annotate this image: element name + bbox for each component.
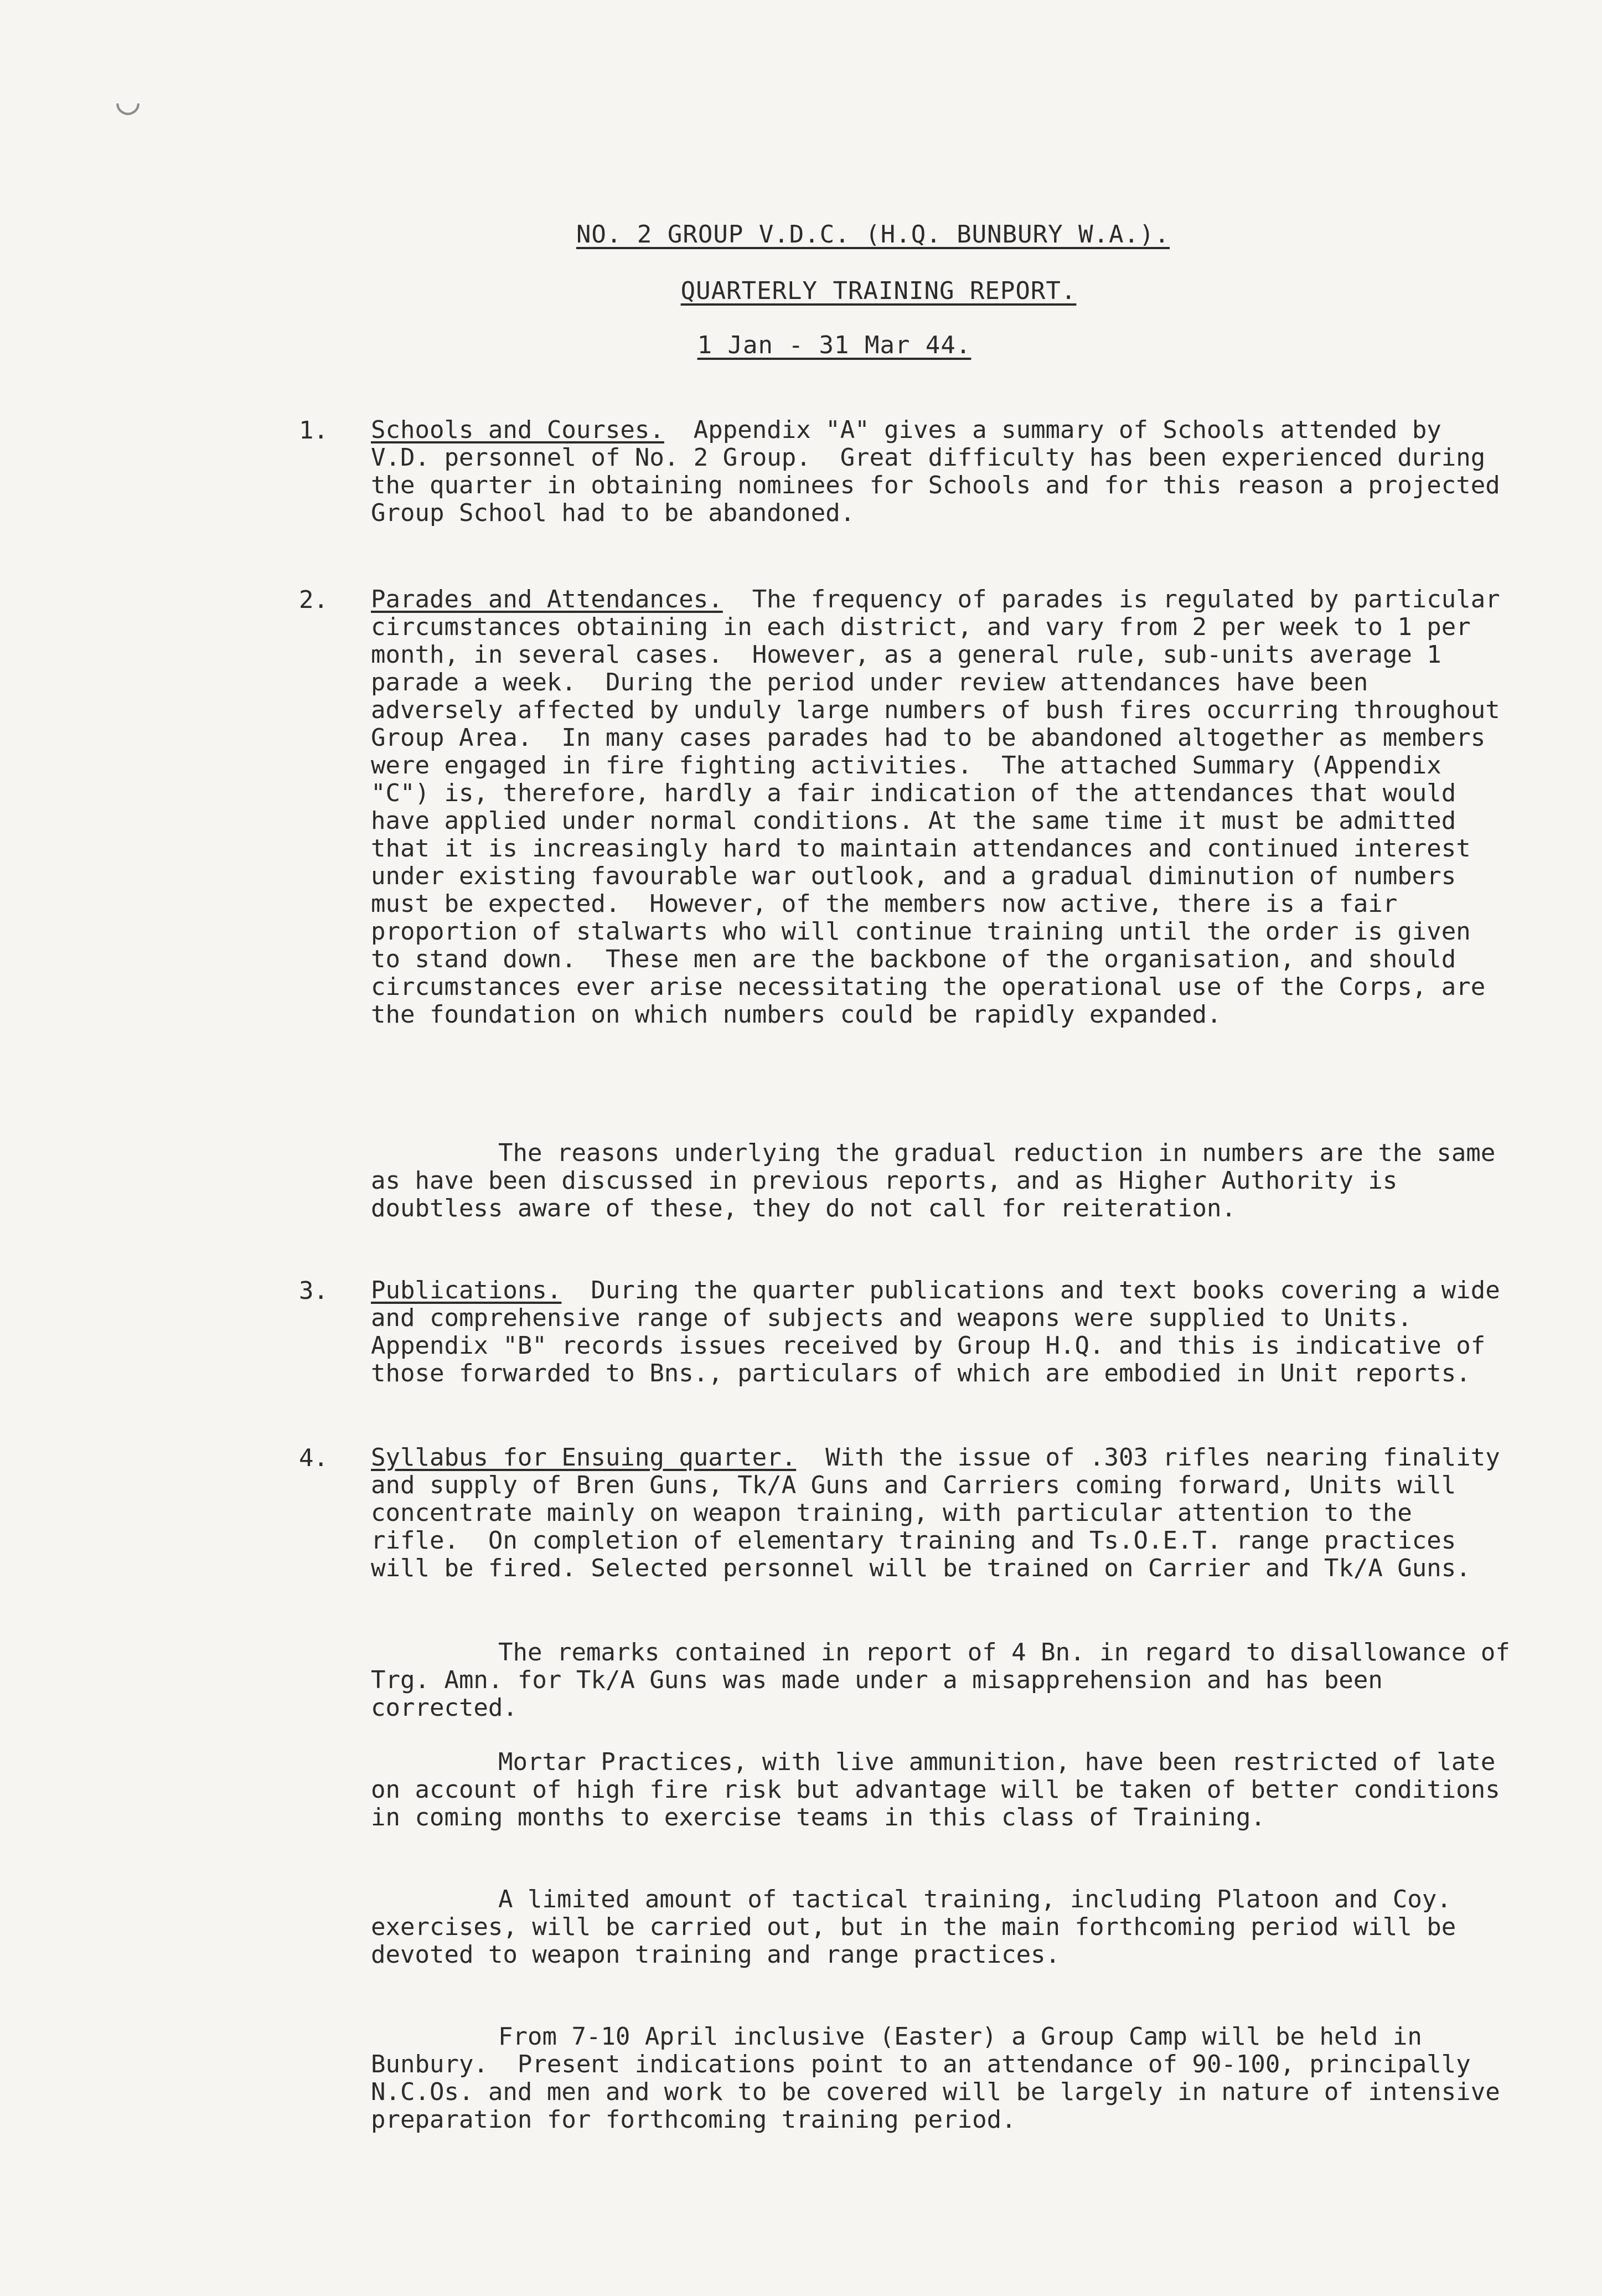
section-1 — [371, 416, 1515, 527]
section-4-paragraph-4: A limited amount of tactical training, including Platoon and Coy. exercises, will be carried out, but in the main forthcoming period will be devoted to weapon training and range practices. — [371, 1885, 1471, 1969]
section-2-paragraph-2: The reasons underlying the gradual reduction in numbers are the same as have been discussed in previous reports, and as Higher Authority is doubtless aware of these, they do not call for reiteration. — [371, 1139, 1510, 1222]
section-3-body: During the quarter publications and text books covering a wide and comprehensive range of subjects and weapons were supplied to Units. Appendix "B" records issues received by Group H.Q. and this is indicative of those forwarded to Bns., particulars of which are embodied in Unit reports. — [371, 1276, 1515, 1387]
section-4-heading: Syllabus for Ensuing quarter. — [371, 1443, 797, 1472]
report-period: 1 Jan - 31 Mar 44. — [697, 331, 971, 359]
section-2-number: 2. — [299, 586, 328, 614]
section-1-body: Appendix "A" gives a summary of Schools attended by V.D. personnel of No. 2 Group. Great difficulty has been experienced during the quarter in obtaining nominees for Schools and for this reason a projected Group School had to be abandoned. — [371, 416, 1515, 527]
report-type: QUARTERLY TRAINING REPORT. — [680, 277, 1077, 305]
section-2 — [371, 585, 1515, 1029]
section-1-heading: Schools and Courses. — [371, 416, 664, 444]
section-2-heading: Parades and Attendances. — [371, 585, 723, 613]
section-4-paragraph-3: Mortar Practices, with live ammunition, have been restricted of late on account of high fire risk but advantage will be taken of better conditions in coming months to exercise teams in this class of Training. — [371, 1748, 1515, 1831]
section-4-number: 4. — [299, 1444, 328, 1472]
section-3 — [371, 1276, 1515, 1387]
section-4 — [371, 1443, 1515, 1582]
section-3-heading: Publications. — [371, 1276, 562, 1304]
section-4-body: With the issue of .303 rifles nearing finality and supply of Bren Guns, Tk/A Guns and Carriers coming forward, Units will concentrate mainly on weapon training, with particular attention to the rifle. On completion of elementary training and Ts.O.E.T. range practices will be fired. Selected personnel will be trained on Carrier and Tk/A Guns. — [371, 1443, 1515, 1582]
document-title: NO. 2 GROUP V.D.C. (H.Q. BUNBURY W.A.). — [576, 220, 1170, 249]
section-4-paragraph-2: The remarks contained in report of 4 Bn. in regard to disallowance of Trg. Amn. for Tk/A Guns was made under a misapprehension and has been corrected. — [371, 1638, 1525, 1722]
section-2-body: The frequency of parades is regulated by particular circumstances obtaining in each district, and vary from 2 per week to 1 per month, in several cases. However, as a general rule, sub-units average 1 parade a week. During the period under review attendances have been adversely affected by unduly large numbers of bush fires occurring throughout Group Area. In many cases parades had to be abandoned altogether as members were engaged in fire fighting activities. The attached Summary (Appendix "C") is, therefore, hardly a fair indication of the attendances that would have applied under normal conditions. At the same time it must be admitted that it is increasingly hard to maintain attendances and continued interest under existing favourable war outlook, and a gradual diminution of numbers must be expected. However, of the members now active, there is a fair proportion of stalwarts who will continue training until the order is given to stand down. These men are the backbone of the organisation, and should circumstances ever arise necessitating the operational use of the Corps, are the foundation on which numbers could be rapidly expanded. — [371, 585, 1515, 1029]
punch-hole-mark: ◡ — [116, 78, 140, 123]
section-3-number: 3. — [299, 1277, 328, 1305]
section-4-paragraph-5: From 7-10 April inclusive (Easter) a Group Camp will be held in Bunbury. Present indications point to an attendance of 90-100, principally N.C.Os. and men and work to be covered will be largely in nature of intensive preparation for forthcoming training period. — [371, 2022, 1515, 2134]
section-1-number: 1. — [299, 416, 328, 445]
